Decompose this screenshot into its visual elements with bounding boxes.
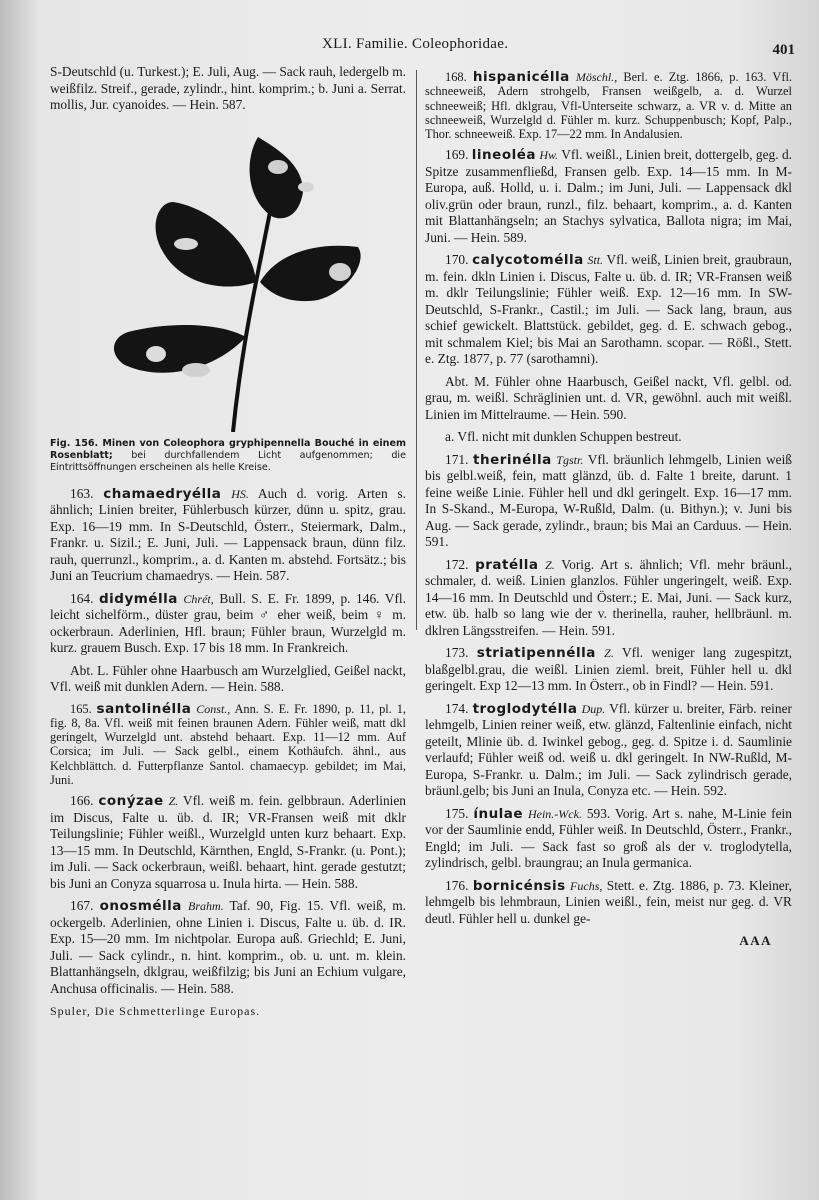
species-name: santolinélla [96, 700, 192, 717]
author: Brahm. [187, 899, 224, 914]
rose-leaf-image [68, 132, 388, 432]
left-column [50, 64, 406, 1020]
species-name: onosmélla [99, 898, 182, 915]
entry-text: Vfl. weiß, Linien breit, graubraun, m. fein. dkln Linien i. Discus, Falte u. üb. d. IR; VR-Fransen weiß m. dklr Teilungslinie; Fühler weiß. Exp. 12—16 mm. In SW-Deutschld, S-Frankr., Castil.; im Juli. — Sack lang, braun, aus schief gewickelt. Blattstück. gebildet, geg. d. E. schwach gebog., mit schmalem Kiel; bis Mai an Sarothamn. scopar. — Rößl., Stett. e. Ztg. 1877, p. 77 (sarothamni). [425, 252, 792, 367]
running-title: XLI. Familie. Coleophoridae. [322, 36, 509, 52]
author: Möschl., [575, 70, 618, 84]
species-name: lineoléa [471, 147, 536, 164]
entry-166: 166. conýzae Z. Vfl. weiß m. fein. gelbbraun. Aderlinien im Discus, Falte u. üb. d. IR; VR-Fransen weiß mit dklr Teilungslinie; Fühler weißl., Wurzelgld unten kurz behaart. Exp. 13—15 mm. In Deutschld, Kärnthen, Engld, S-Frankr. (u. Pont.); im Juli. — Sack ockerbraun, weißl. behaart, hint. gerade gestutzt; bis Juni an Conyza squarrosa u. Inula hirta. — Hein. 588. [50, 793, 406, 891]
entry-169: 169. lineoléa Hw. Vfl. weißl., Linien breit, dottergelb, geg. d. Spitze zusammenfließd, Fransen gelb. Exp. 14—15 mm. In M-Europa, auß. Holld, u. i. Dalm.; im Juni, Juli. — Lappensack dkl oliv.grün oder braun, runzl., filz. behaart, komprim., a. d. Kanten mit Blattanhängseln; an Stachys sylvatica, Ballota nigra; im Mai, Juni. — Hein. 589. [425, 147, 792, 245]
signature-mark: AAA [739, 933, 772, 949]
right-column [425, 70, 792, 950]
species-name: bornicénsis [472, 877, 566, 894]
intro-paragraph: S-Deutschld (u. Turkest.); E. Juli, Aug. — Sack rauh, ledergelb m. weißfilz. Streif., gerade, zylindr., hint. komprim.; b. Juni a. Serrat. mollis, Jur. cyanoides. — Hein. 587. [50, 64, 406, 112]
entry-text: Vorig. Art s. ähnlich; Vfl. mehr bräunl., schmaler, d. weiß. Linien glanzlos. Fühler ungeringelt, weiß. Exp. 14—16 mm. In Deutschld und Österr.; E. Mai, Juni. — Sack kurz, etw. üb. halb so lang wie der v. therinella, rauher, hellbräunl. m. dklren Längsstreifen. — Hein. 591. [425, 556, 793, 638]
figure-leaf-mines [50, 132, 406, 432]
author: Tgstr. [556, 452, 584, 467]
entry-174: 174. troglodytélla Dup. Vfl. kürzer u. breiter, Färb. reiner lehmgelb, Linien reiner weiß, etw. glänzd, Faltenlinie einfach, nicht geteilt, Mlinie üb. d. Iwinkel gebog., geg. d. Spitze i. d. Saumlinie verlaufd; Fühler weiß od. weiß u. dkl geringelt. In NW-Rußld, M-Europa, S-Frankr. u. Dalm.; im Juli. — Sack zylindrisch gerade, bräunl.gelb; bis Juni an Inula, Conyza etc. — Hein. 592. [425, 700, 792, 799]
species-name: troglodytélla [472, 700, 578, 717]
author: Const., [196, 701, 231, 716]
page-footer: Spuler, Die Schmetterlinge Europas. [50, 1004, 261, 1019]
entry-text: Stett. e. Ztg. 1886, p. 73. Kleiner, lehmgelb bis lehmbraun, Linien weißl., fein, meist nur geg. d. VR deutl. Fühler hell u. dunkel ge- [425, 877, 793, 926]
entry-172: 172. pratélla Z. Vorig. Art s. ähnlich; Vfl. mehr bräunl., schmaler, d. weiß. Linien glanzlos. Fühler ungeringelt, weiß. Exp. 14—16 mm. In Deutschld und Österr.; E. Mai, Juni. — Sack kurz, etw. üb. halb so lang wie der v. therinella, rauher, hellbräunl. m. dklren Längsstreifen. — Hein. 591. [425, 556, 793, 638]
author: Chrét, [183, 591, 214, 606]
entry-text: Berl. e. Ztg. 1866, p. 163. Vfl. schneeweiß, Adern strohgelb, Fransen weißgelb, a. d. Wurzel schneeweiß; Hfl. dklgrau, Vfl-Unterseite schwarz, a. VR v. d. Mitte an schneeweiß, Wurzelgld d. Fühler m. kurz. Schuppenbusch; Kopf, Palp., Thor. schneeweiß. Exp. 17—22 mm. In Andalusien. [425, 70, 793, 142]
entry-text: 593. Vorig. Art s. nahe, M-Linie fein vor der Saumlinie endd, Fühler weiß. In Deutschld, Österr., Frankr., Engld; im Juli. — Sack fast so groß als der v. troglodytella, zylindrisch, gelbl. braungrau; an Inula germanica. [425, 805, 792, 871]
entry-text: Auch d. vorig. Arten s. ähnlich; Linien breiter, Fühlerbusch kürzer, dünn u. spitz, grau. Exp. 16—19 mm. In S-Deutschld, Österr., Steiermark, Dalm., Frankr. u. Sizil.; E. Juni, Juli. — Lappensack braun, dünn filz. rauh, querrunzl., komprim., a. d. Kanten m. abstehd. Fortsätz.; bis Juni an Teucrium chamaedrys. — Hein. 587. [50, 485, 406, 583]
author: HS. [231, 486, 249, 501]
species-name: ínulae [473, 805, 524, 822]
page-header [0, 36, 819, 60]
entry-text: Taf. 90, Fig. 15. Vfl. weiß, m. ockergelb. Aderlinien, ohne Linien i. Discus, Falte u. üb. d. IR. Exp. 15—20 mm. Im nichtpolar. Europa auß. Griechld; E. Juni, Juli. — Sack cylindr., n. hint. komprim., ob. u. unt. m. klein. Blattanhängseln, dklgrau, weißfilzig; bis Juni an Echium vulgare, Anchusa officinalis. — Hein. 588. [50, 898, 406, 996]
section-abt-l: Abt. L. Fühler ohne Haarbusch am Wurzelglied, Geißel nackt, Vfl. weiß mit dunklen Adern. — Hein. 588. [50, 662, 406, 694]
species-name: chamaedryélla [103, 485, 222, 502]
subsection-a: a. Vfl. nicht mit dunklen Schuppen bestreut. [445, 429, 682, 445]
species-name: therinélla [473, 451, 552, 468]
entry-164: 164. didymélla Chrét, Bull. S. E. Fr. 1899, p. 146. Vfl. leicht sichelförm., düster grau, beim ♂ eher weiß, beim ♀ m. ockerbraun. Aderlinien, Hfl. braun; Fühler braun, Wurzelgld m. kurz. grauem Busch. Exp. 17 bis 18 mm. In Frankreich. [50, 590, 406, 655]
author: Hein.-Wck. [527, 806, 582, 821]
author: Z. [545, 557, 555, 572]
entry-175: 175. ínulae Hein.-Wck. 593. Vorig. Art s. nahe, M-Linie fein vor der Saumlinie endd, Fühler weiß. In Deutschld, Österr., Frankr., Engld; im Juli. — Sack fast so groß als der v. troglodytella, zylindrisch, gelbl. braungrau; an Inula germanica. [425, 805, 792, 871]
entry-173: 173. striatipennélla Z. Vfl. weniger lang zugespitzt, blaßgelbl.grau, die weißl. Linien zieml. breit, Fühler hell u. dkl geringelt. Exp 12—13 mm. In Österr., ob in Findl? — Hein. 591. [425, 645, 792, 694]
entry-167: 167. onosmélla Brahm. Taf. 90, Fig. 15. Vfl. weiß, m. ockergelb. Aderlinien, ohne Linien i. Discus, Falte u. üb. d. IR. Exp. 15—20 mm. Im nichtpolar. Europa auß. Griechld; E. Juni, Juli. — Sack cylindr., n. hint. komprim., ob. u. unt. m. klein. Blattanhängseln, dklgrau, weißfilzig; bis Juni an Echium vulgare, Anchusa officinalis. — Hein. 588. [50, 898, 406, 996]
author: Z. [168, 794, 179, 809]
species-name: pratélla [475, 556, 539, 573]
figure-caption [50, 438, 406, 474]
entry-163: 163. chamaedryélla HS. Auch d. vorig. Arten s. ähnlich; Linien breiter, Fühlerbusch kürzer, dünn u. spitz, grau. Exp. 16—19 mm. In S-Deutschld, Österr., Steiermark, Dalm., Frankr. u. Sizil.; E. Juni, Juli. — Lappensack braun, dünn filz. rauh, querrunzl., komprim., a. d. Kanten m. abstehd. Fortsätz.; bis Juni an Teucrium chamaedrys. — Hein. 587. [50, 485, 406, 583]
entry-text: Bull. S. E. Fr. 1899, p. 146. Vfl. leicht sichelförm., düster grau, beim ♂ eher weiß, beim ♀ m. ockerbraun. Aderlinien, Hfl. braun; Fühler braun, Wurzelgld m. kurz. grauem Busch. Exp. 17 bis 18 mm. In Frankreich. [50, 590, 406, 655]
author: Stt. [587, 253, 604, 268]
page-number: 401 [772, 42, 795, 58]
species-name: calycotomélla [472, 252, 584, 269]
caption-bold: Fig. 156. Minen von Coleophora gryphipennella Bouché in einem Rosenblatt; [50, 437, 406, 461]
entry-text: Vfl. kürzer u. breiter, Färb. reiner lehmgelb, Linien reiner weiß, etw. glänzd, Faltenlinie einfach, nicht geteilt, Mlinie üb. d. Iwinkel gebog., geg. d. Spitze i. d. Saumlinie verlaufd; Fühler weiß od. weiß u. dkl geringelt. In NW-Rußld, M-Europa, S-Frankr. u. Dalm.; im Juli. — Sack zylindrisch gerade, bräunl.gelb; bis Juni an Inula, Conyza etc. — Hein. 592. [425, 700, 792, 799]
species-name: striatipennélla [476, 645, 596, 662]
entry-text: Vfl. bräunlich lehmgelb, Linien weiß bis gelbl.weiß, fein, matt glänzd, üb. d. Falte 1 breite, darunt. 1 feine weiße Linie. Fühler hell und dkl geringelt. Exp. 16—17 mm. In S-Skand., M-Europa, W-Rußld, Dalm. (u. Bithyn.); v. Juni bis Aug. — Sack gerade, zylindr., braun; bis Mai an Carduus. — Hein. 591. [425, 451, 792, 550]
column-rule [416, 70, 417, 630]
author: Z. [604, 646, 614, 661]
author: Dup. [581, 701, 606, 716]
entry-170: 170. calycotomélla Stt. Vfl. weiß, Linien breit, graubraun, m. fein. dkln Linien i. Discus, Falte u. üb. d. IR; VR-Fransen weiß m. dklr Teilungslinie; Fühler weiß. Exp. 12—16 mm. In SW-Deutschld, S-Frankr., Castil.; im Juli. — Sack lang, braun, aus schief gewickelt. Blattstück. gebildet, geg. d. E. schwach gebog., mit schmalem Kiel; bis Mai an Sarothamn. scopar. — Rößl., Stett. e. Ztg. 1877, p. 77 (sarothamni). [425, 252, 792, 367]
entry-176: 176. bornicénsis Fuchs, Stett. e. Ztg. 1886, p. 73. Kleiner, lehmgelb bis lehmbraun, Linien weißl., fein, meist nur geg. d. VR deutl. Fühler hell u. dunkel ge- [425, 877, 793, 926]
section-abt-m: Abt. M. Fühler ohne Haarbusch, Geißel nackt, Vfl. gelbl. od. grau, m. weißl. Schräglinien unt. d. VR, gewöhnl. auch mit weißl. Linien im Mittelraume. — Hein. 590. [425, 373, 792, 422]
entry-168: 168. hispanicélla Möschl., Berl. e. Ztg. 1866, p. 163. Vfl. schneeweiß, Adern strohgelb, Fransen weißgelb, a. d. Wurzel schneeweiß; Hfl. dklgrau, Vfl-Unterseite schwarz, a. VR v. d. Mitte an schneeweiß, Wurzelgld d. Fühler m. kurz. Schuppenbusch; Kopf, Palp., Thor. schneeweiß. Exp. 17—22 mm. In Andalusien. [425, 69, 793, 142]
species-name: conýzae [98, 793, 164, 810]
entry-text: Vfl. weißl., Linien breit, dottergelb, geg. d. Spitze zusammenfließd, Fransen gelb. Exp. 14—15 mm. In M-Europa, auß. Holld, u. i. Dalm.; im Juni, Juli. — Lappensack dkl oliv.grün oder braun, runzl., filz. behaart, komprim., a. d. Kanten mit Blattanhängseln; an Stachys sylvatica, Ballota nigra; im Mai, Juni. — Hein. 589. [425, 147, 792, 245]
entry-text: Ann. S. E. Fr. 1890, p. 11, pl. 1, fig. 8, 8a. Vfl. weiß mit feinen braunen Adern. Fühler weiß, matt dkl geringelt, Wurzelgld unt. abstehd behaart. Exp. 11—12 mm. Auf Corsica; im Juli. — Sack gelbl., einem Kothäufch. ähnl., aus Kelchblättch. d. Futterpflanze Santol. chamaecyp. gebildet; im Mai, Juni. [50, 701, 406, 787]
entry-text: Vfl. weiß m. fein. gelbbraun. Aderlinien im Discus, Falte u. üb. d. IR; VR-Fransen weiß mit dklr Teilungslinie; Fühler weißl., Wurzelgld unten kurz behaart. Exp. 13—15 mm. In Deutschld, Kärnthen, Engld, S-Frankr. (u. Pont.); im Juli. — Sack ockerbraun, weißl. behaart, hint. gerade gestutzt; bis Juni an Conyza squarrosa u. Inula hirta. — Hein. 588. [50, 793, 406, 891]
species-name: didymélla [99, 590, 178, 607]
entry-171: 171. therinélla Tgstr. Vfl. bräunlich lehmgelb, Linien weiß bis gelbl.weiß, fein, matt glänzd, üb. d. Falte 1 breite, darunt. 1 feine weiße Linie. Fühler hell und dkl geringelt. Exp. 16—17 mm. In S-Skand., M-Europa, W-Rußld, Dalm. (u. Bithyn.); v. Juni bis Aug. — Sack gerade, zylindr., braun; bis Mai an Carduus. — Hein. 591. [425, 451, 792, 550]
author: Fuchs, [570, 878, 603, 893]
entry-165: 165. santolinélla Const., Ann. S. E. Fr. 1890, p. 11, pl. 1, fig. 8, 8a. Vfl. weiß mit feinen braunen Adern. Fühler weiß, matt dkl geringelt, Wurzelgld unt. abstehd behaart. Exp. 11—12 mm. Auf Corsica; im Juli. — Sack gelbl., einem Kothäufch. ähnl., aus Kelchblättch. d. Futterpflanze Santol. chamaecyp. gebildet; im Mai, Juni. [50, 700, 406, 787]
caption-rest: bei durchfallendem Licht aufgenommen; die Eintrittsöffnungen erscheinen als helle Kreise. [50, 449, 406, 473]
author: Hw. [539, 148, 559, 163]
species-name: hispanicélla [472, 69, 570, 85]
entry-text: Vfl. weniger lang zugespitzt, blaßgelbl.grau, die weißl. Linien zieml. breit, Fühler hell u. dkl geringelt. Exp 12—13 mm. In Österr., ob in Findl? — Hein. 591. [425, 645, 792, 694]
